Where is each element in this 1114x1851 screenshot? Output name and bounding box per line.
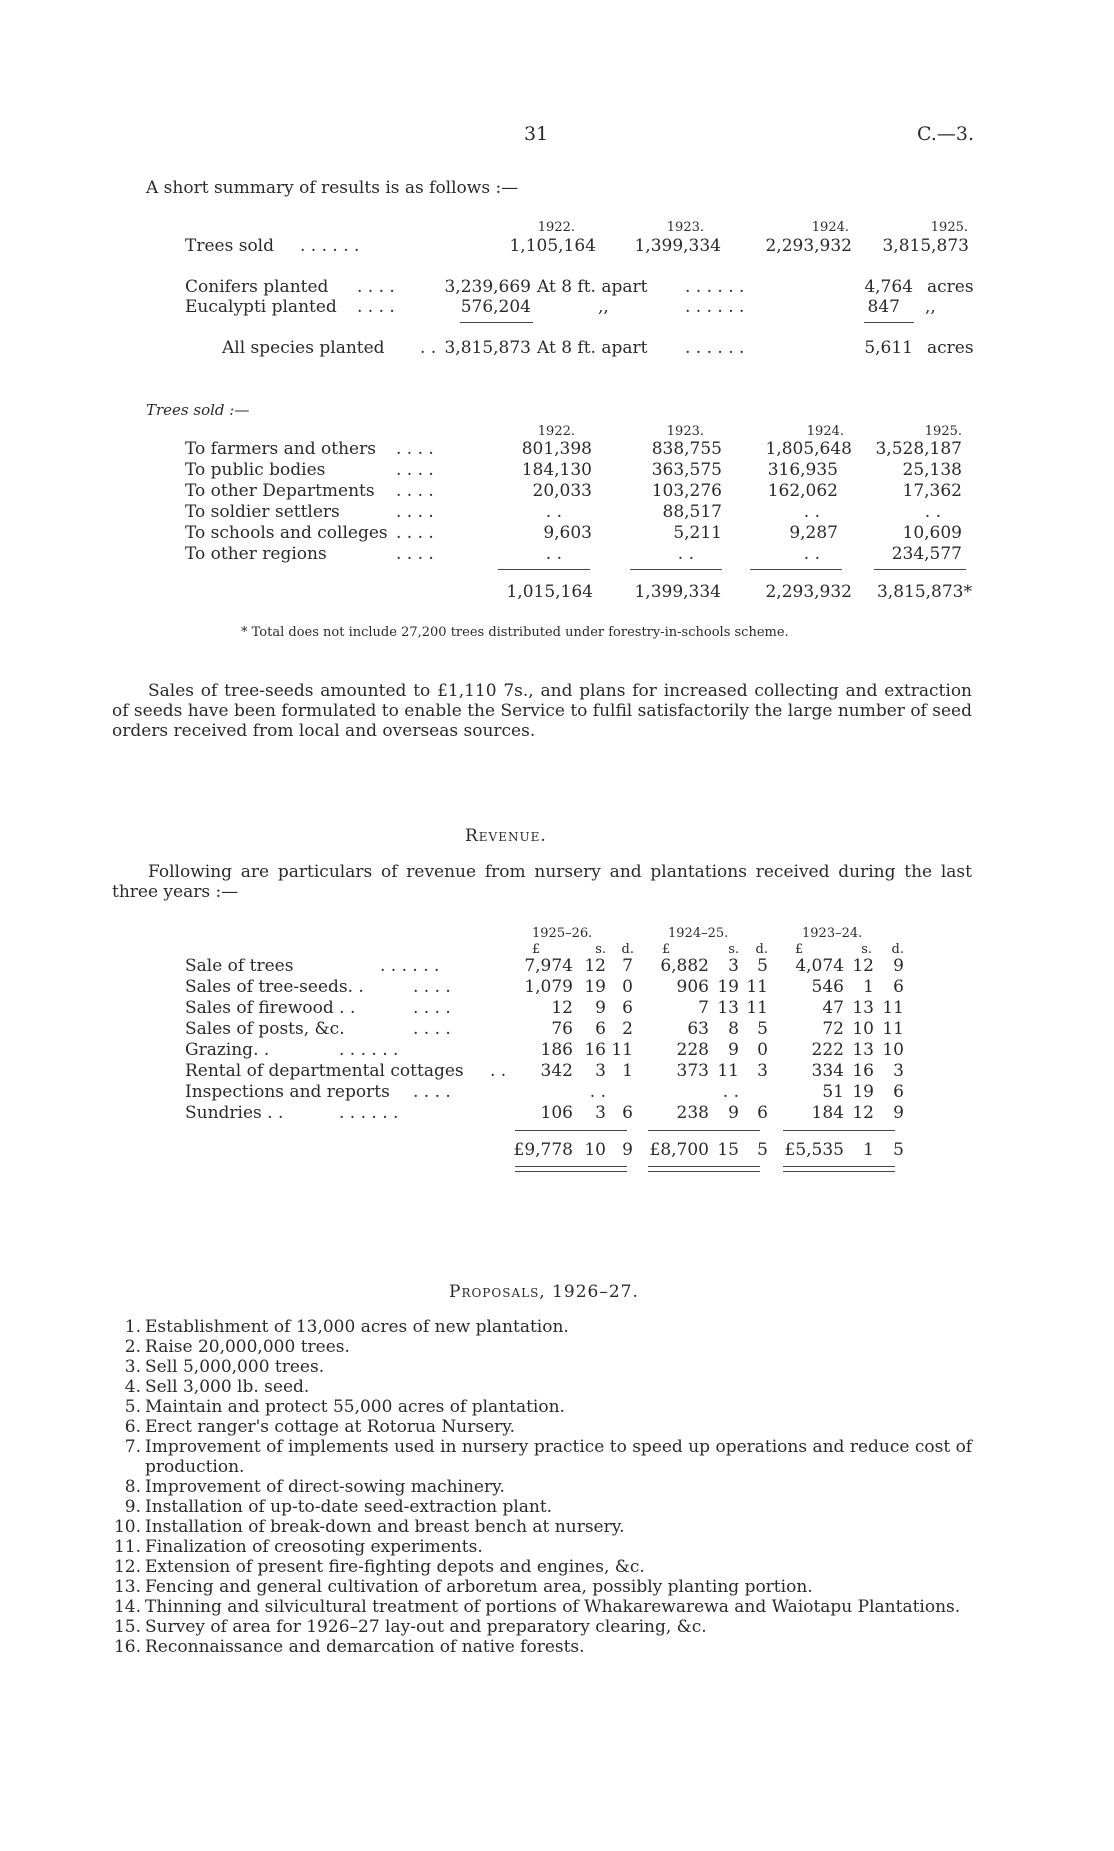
trees-sold-value: . .	[924, 502, 941, 522]
revenue-pounds: 4,074	[795, 956, 844, 976]
trees-sold-value: 316,935	[767, 460, 838, 480]
revenue-pence: 6	[893, 1082, 904, 1102]
list-item-number: 12.	[113, 1557, 141, 1577]
summary-value: 3,815,873	[444, 338, 531, 358]
list-item	[110, 1357, 980, 1377]
leader-dots: . . . .	[396, 502, 434, 522]
trees-sold-value: . .	[677, 544, 694, 564]
revenue-pounds: 334	[811, 1061, 844, 1081]
shilling-header: s.	[728, 942, 739, 957]
leader-dots: . . . . . .	[685, 297, 745, 317]
trees-sold-year-header: 1922.	[537, 424, 575, 439]
revenue-shillings: 16	[852, 1061, 874, 1081]
trees-sold-value: 25,138	[902, 460, 962, 480]
summary-value: 5,611	[864, 338, 913, 358]
revenue-shillings: 8	[728, 1019, 739, 1039]
list-item	[110, 1617, 980, 1637]
revenue-pence: 6	[757, 1103, 768, 1123]
revenue-pence: 6	[622, 1103, 633, 1123]
list-item-number: 5.	[124, 1397, 141, 1417]
revenue-shillings: 11	[717, 1061, 739, 1081]
summary-row-label: All species planted	[222, 338, 385, 358]
list-item-number: 16.	[113, 1637, 141, 1657]
revenue-shillings: . .	[589, 1082, 606, 1102]
list-item-number: 8.	[124, 1477, 141, 1497]
list-item-text: Installation of break-down and breast bench at nursery.	[145, 1517, 625, 1537]
list-item	[110, 1557, 980, 1577]
revenue-shillings: 13	[717, 998, 739, 1018]
trees-sold-value: . .	[545, 544, 562, 564]
list-item-number: 4.	[124, 1377, 141, 1397]
list-item-text: Fencing and general cultivation of arboretum area, possibly planting portion.	[145, 1577, 813, 1597]
revenue-pounds: 76	[551, 1019, 573, 1039]
summary-value: 576,204	[460, 297, 531, 317]
trees-sold-value: 184,130	[521, 460, 592, 480]
trees-sold-value: 88,517	[662, 502, 722, 522]
revenue-shillings: 12	[584, 956, 606, 976]
list-item-text: Raise 20,000,000 trees.	[145, 1337, 350, 1357]
trees-sold-total: 2,293,932	[765, 582, 852, 602]
trees-sold-value: . .	[545, 502, 562, 522]
revenue-total-shillings: 1	[863, 1140, 874, 1160]
proposals-list	[110, 1317, 980, 1657]
revenue-pounds: 906	[676, 977, 709, 997]
trees-sold-label: To schools and colleges	[185, 523, 388, 543]
total-rule	[630, 569, 722, 570]
revenue-pence: 3	[893, 1061, 904, 1081]
pound-header: £	[795, 942, 804, 957]
list-item	[110, 1337, 980, 1357]
document-reference: C.—3.	[916, 123, 974, 145]
list-item-text: Survey of area for 1926–27 lay-out and preparatory clearing, &c.	[145, 1617, 707, 1637]
revenue-pence: 5	[757, 956, 768, 976]
list-item-text: Reconnaissance and demarcation of native forests.	[145, 1637, 585, 1657]
revenue-label: Sales of tree-seeds. .	[185, 977, 364, 997]
trees-sold-year-header: 1925.	[924, 424, 962, 439]
revenue-total-pounds: £9,778	[513, 1140, 573, 1160]
list-item-text: Improvement of direct-sowing machinery.	[145, 1477, 505, 1497]
trees-sold-label: To soldier settlers	[185, 502, 340, 522]
list-item-text: Extension of present fire-fighting depots and engines, &c.	[145, 1557, 645, 1577]
revenue-pence: 1	[622, 1061, 633, 1081]
list-item	[110, 1417, 980, 1437]
revenue-shillings: 6	[595, 1019, 606, 1039]
summary-unit: acres	[927, 338, 974, 358]
trees-sold-value: 363,575	[651, 460, 722, 480]
revenue-label: Sales of firewood . .	[185, 998, 356, 1018]
leader-dots: . . . . . .	[339, 1103, 399, 1123]
revenue-pence: 11	[882, 1019, 904, 1039]
revenue-shillings: . .	[722, 1082, 739, 1102]
trees-sold-value: 838,755	[651, 439, 722, 459]
leader-dots: . . . .	[396, 460, 434, 480]
revenue-shillings: 9	[728, 1103, 739, 1123]
revenue-total-pence: 5	[757, 1140, 768, 1160]
trees-sold-value: 3,528,187	[875, 439, 962, 459]
list-item	[110, 1477, 980, 1497]
revenue-shillings: 3	[595, 1061, 606, 1081]
revenue-year-header: 1924–25.	[668, 926, 729, 941]
list-item-text: Sell 5,000,000 trees.	[145, 1357, 325, 1377]
trees-sold-total: 1,399,334	[634, 582, 721, 602]
shilling-header: s.	[595, 942, 606, 957]
revenue-pounds: 238	[676, 1103, 709, 1123]
revenue-label: Sundries . .	[185, 1103, 284, 1123]
pence-header: d.	[755, 942, 768, 957]
total-rule	[874, 569, 966, 570]
leader-dots: . . . .	[413, 1019, 451, 1039]
revenue-pence: 6	[893, 977, 904, 997]
double-rule	[648, 1166, 760, 1172]
trees-sold-value: 9,287	[789, 523, 838, 543]
trees-sold-value: 20,033	[532, 481, 592, 501]
list-item-number: 9.	[124, 1497, 141, 1517]
summary-value: 3,815,873	[882, 236, 969, 256]
trees-sold-value: 801,398	[521, 439, 592, 459]
summary-intro: A short summary of results is as follows :—	[146, 178, 519, 198]
total-rule	[648, 1130, 760, 1131]
revenue-pence: 0	[622, 977, 633, 997]
list-item-number: 3.	[124, 1357, 141, 1377]
revenue-label: Grazing. .	[185, 1040, 270, 1060]
summary-spacing: At 8 ft. apart	[537, 277, 648, 297]
sum-rule	[460, 322, 533, 323]
revenue-total-pence: 5	[893, 1140, 904, 1160]
trees-sold-value: . .	[803, 544, 820, 564]
pound-header: £	[532, 942, 541, 957]
trees-sold-value: 1,805,648	[765, 439, 852, 459]
revenue-pence: 5	[757, 1019, 768, 1039]
summary-value: 2,293,932	[765, 236, 852, 256]
list-item-number: 7.	[124, 1437, 141, 1457]
revenue-pounds: 51	[822, 1082, 844, 1102]
summary-unit: acres	[927, 277, 974, 297]
leader-dots: . . . .	[396, 481, 434, 501]
list-item-text: Sell 3,000 lb. seed.	[145, 1377, 310, 1397]
revenue-pounds: 342	[540, 1061, 573, 1081]
revenue-pence: 3	[757, 1061, 768, 1081]
revenue-pounds: 184	[811, 1103, 844, 1123]
list-item-text: Erect ranger's cottage at Rotorua Nursery.	[145, 1417, 516, 1437]
list-item-text: Thinning and silvicultural treatment of portions of Whakarewarewa and Waiotapu Plantations.	[145, 1597, 961, 1617]
summary-value: 4,764	[864, 277, 913, 297]
list-item	[110, 1597, 980, 1617]
list-item-text: Improvement of implements used in nursery practice to speed up operations and reduce cost of production.	[145, 1437, 973, 1477]
list-item	[110, 1437, 980, 1477]
revenue-pounds: 63	[687, 1019, 709, 1039]
summary-row-label: Conifers planted	[185, 277, 329, 297]
leader-dots: . .	[490, 1061, 507, 1081]
revenue-pounds: 12	[551, 998, 573, 1018]
summary-year-header: 1925.	[930, 220, 968, 235]
revenue-pence: 11	[746, 998, 768, 1018]
revenue-shillings: 12	[852, 956, 874, 976]
total-rule	[783, 1130, 895, 1131]
revenue-heading: Revenue.	[465, 826, 547, 846]
trees-sold-year-header: 1924.	[806, 424, 844, 439]
summary-year-header: 1923.	[666, 220, 704, 235]
leader-dots: . .	[420, 338, 437, 358]
leader-dots: . . . .	[396, 523, 434, 543]
leader-dots: . . . . . .	[339, 1040, 399, 1060]
revenue-total-shillings: 15	[717, 1140, 739, 1160]
revenue-year-header: 1923–24.	[802, 926, 863, 941]
revenue-shillings: 19	[584, 977, 606, 997]
revenue-shillings: 3	[728, 956, 739, 976]
list-item-text: Finalization of creosoting experiments.	[145, 1537, 483, 1557]
revenue-total-shillings: 10	[584, 1140, 606, 1160]
leader-dots: . . . .	[357, 277, 395, 297]
revenue-shillings: 19	[852, 1082, 874, 1102]
trees-sold-label: To public bodies	[185, 460, 326, 480]
list-item-number: 6.	[124, 1417, 141, 1437]
revenue-pounds: 373	[676, 1061, 709, 1081]
list-item-text: Maintain and protect 55,000 acres of plantation.	[145, 1397, 565, 1417]
trees-sold-value: . .	[803, 502, 820, 522]
revenue-total-pence: 9	[622, 1140, 633, 1160]
pence-header: d.	[891, 942, 904, 957]
revenue-pence: 11	[611, 1040, 633, 1060]
trees-sold-total: 3,815,873*	[876, 582, 972, 602]
revenue-shillings: 13	[852, 998, 874, 1018]
revenue-pence: 9	[893, 956, 904, 976]
sum-rule	[864, 322, 914, 323]
revenue-pounds: 6,882	[660, 956, 709, 976]
list-item	[110, 1577, 980, 1597]
revenue-pence: 7	[622, 956, 633, 976]
trees-sold-value: 9,603	[543, 523, 592, 543]
revenue-pounds: 7	[698, 998, 709, 1018]
revenue-total-pounds: £5,535	[784, 1140, 844, 1160]
summary-value: 1,399,334	[634, 236, 721, 256]
summary-row-label: Eucalypti planted	[185, 297, 337, 317]
summary-row-label: Trees sold	[185, 236, 274, 256]
revenue-pence: 2	[622, 1019, 633, 1039]
revenue-pence: 9	[893, 1103, 904, 1123]
leader-dots: . . . . . .	[300, 236, 360, 256]
revenue-total-pounds: £8,700	[649, 1140, 709, 1160]
leader-dots: . . . .	[413, 977, 451, 997]
list-item-text: Installation of up-to-date seed-extraction plant.	[145, 1497, 553, 1517]
revenue-pounds: 228	[676, 1040, 709, 1060]
total-rule	[498, 569, 590, 570]
revenue-shillings: 10	[852, 1019, 874, 1039]
leader-dots: . . . .	[357, 297, 395, 317]
revenue-pence: 11	[882, 998, 904, 1018]
revenue-shillings: 1	[863, 977, 874, 997]
list-item-text: Establishment of 13,000 acres of new plantation.	[145, 1317, 569, 1337]
revenue-pounds: 47	[822, 998, 844, 1018]
revenue-pounds: 222	[811, 1040, 844, 1060]
revenue-label: Sale of trees	[185, 956, 294, 976]
pound-header: £	[662, 942, 671, 957]
trees-sold-total: 1,015,164	[506, 582, 593, 602]
list-item	[110, 1397, 980, 1417]
revenue-pounds: 106	[540, 1103, 573, 1123]
list-item-number: 11.	[113, 1537, 141, 1557]
list-item-number: 2.	[124, 1337, 141, 1357]
list-item	[110, 1377, 980, 1397]
revenue-label: Rental of departmental cottages	[185, 1061, 464, 1081]
revenue-label: Sales of posts, &c.	[185, 1019, 345, 1039]
pence-header: d.	[621, 942, 634, 957]
leader-dots: . . . .	[413, 1082, 451, 1102]
revenue-pence: 6	[622, 998, 633, 1018]
leader-dots: . . . .	[396, 439, 434, 459]
total-rule	[515, 1130, 627, 1131]
total-rule	[750, 569, 842, 570]
trees-sold-value: 103,276	[651, 481, 722, 501]
trees-sold-footnote: * Total does not include 27,200 trees distributed under forestry-in-schools scheme.	[241, 625, 789, 640]
revenue-shillings: 16	[584, 1040, 606, 1060]
revenue-year-header: 1925–26.	[532, 926, 593, 941]
revenue-intro: Following are particulars of revenue from nursery and plantations received during the last three years :—	[112, 862, 972, 902]
list-item-number: 10.	[113, 1517, 141, 1537]
revenue-pounds: 72	[822, 1019, 844, 1039]
list-item-number: 15.	[113, 1617, 141, 1637]
summary-year-header: 1924.	[811, 220, 849, 235]
leader-dots: . . . . . .	[685, 277, 745, 297]
seeds-paragraph: Sales of tree-seeds amounted to £1,110 7s., and plans for increased collecting and extraction of seeds have been formulated to enable the Service to fulfil satisfactorily the large number of seed orders received from local and overseas sources.	[112, 681, 972, 741]
page-number: 31	[524, 123, 549, 145]
revenue-pounds: 1,079	[524, 977, 573, 997]
trees-sold-value: 17,362	[902, 481, 962, 501]
summary-value: 1,105,164	[509, 236, 596, 256]
list-item-number: 13.	[113, 1577, 141, 1597]
revenue-shillings: 9	[728, 1040, 739, 1060]
trees-sold-value: 5,211	[673, 523, 722, 543]
double-rule	[783, 1166, 895, 1172]
leader-dots: . . . . . .	[685, 338, 745, 358]
revenue-pounds: 7,974	[524, 956, 573, 976]
revenue-shillings: 19	[717, 977, 739, 997]
summary-year-header: 1922.	[537, 220, 575, 235]
list-item	[110, 1497, 980, 1517]
revenue-pence: 0	[757, 1040, 768, 1060]
revenue-shillings: 3	[595, 1103, 606, 1123]
summary-spacing: At 8 ft. apart	[537, 338, 648, 358]
leader-dots: . . . .	[413, 998, 451, 1018]
shilling-header: s.	[861, 942, 872, 957]
revenue-pence: 11	[746, 977, 768, 997]
leader-dots: . . . . . .	[380, 956, 440, 976]
revenue-pounds: 546	[811, 977, 844, 997]
revenue-shillings: 12	[852, 1103, 874, 1123]
proposals-heading: Proposals, 1926–27.	[449, 1282, 639, 1302]
list-item	[110, 1317, 980, 1337]
revenue-label: Inspections and reports	[185, 1082, 390, 1102]
trees-sold-value: 10,609	[902, 523, 962, 543]
revenue-pence: 10	[882, 1040, 904, 1060]
summary-value: 847	[867, 297, 900, 317]
list-item	[110, 1537, 980, 1557]
list-item	[110, 1517, 980, 1537]
revenue-shillings: 9	[595, 998, 606, 1018]
trees-sold-heading: Trees sold :—	[146, 401, 250, 419]
list-item-number: 14.	[113, 1597, 141, 1617]
ditto-mark: ,,	[925, 297, 936, 317]
trees-sold-label: To other regions	[185, 544, 327, 564]
revenue-shillings: 13	[852, 1040, 874, 1060]
revenue-pounds: 186	[540, 1040, 573, 1060]
trees-sold-label: To farmers and others	[185, 439, 376, 459]
leader-dots: . . . .	[396, 544, 434, 564]
ditto-mark: ,,	[598, 297, 609, 317]
trees-sold-value: 162,062	[767, 481, 838, 501]
trees-sold-year-header: 1923.	[666, 424, 704, 439]
double-rule	[515, 1166, 627, 1172]
list-item-number: 1.	[124, 1317, 141, 1337]
summary-value: 3,239,669	[444, 277, 531, 297]
trees-sold-value: 234,577	[891, 544, 962, 564]
trees-sold-label: To other Departments	[185, 481, 375, 501]
list-item	[110, 1637, 980, 1657]
